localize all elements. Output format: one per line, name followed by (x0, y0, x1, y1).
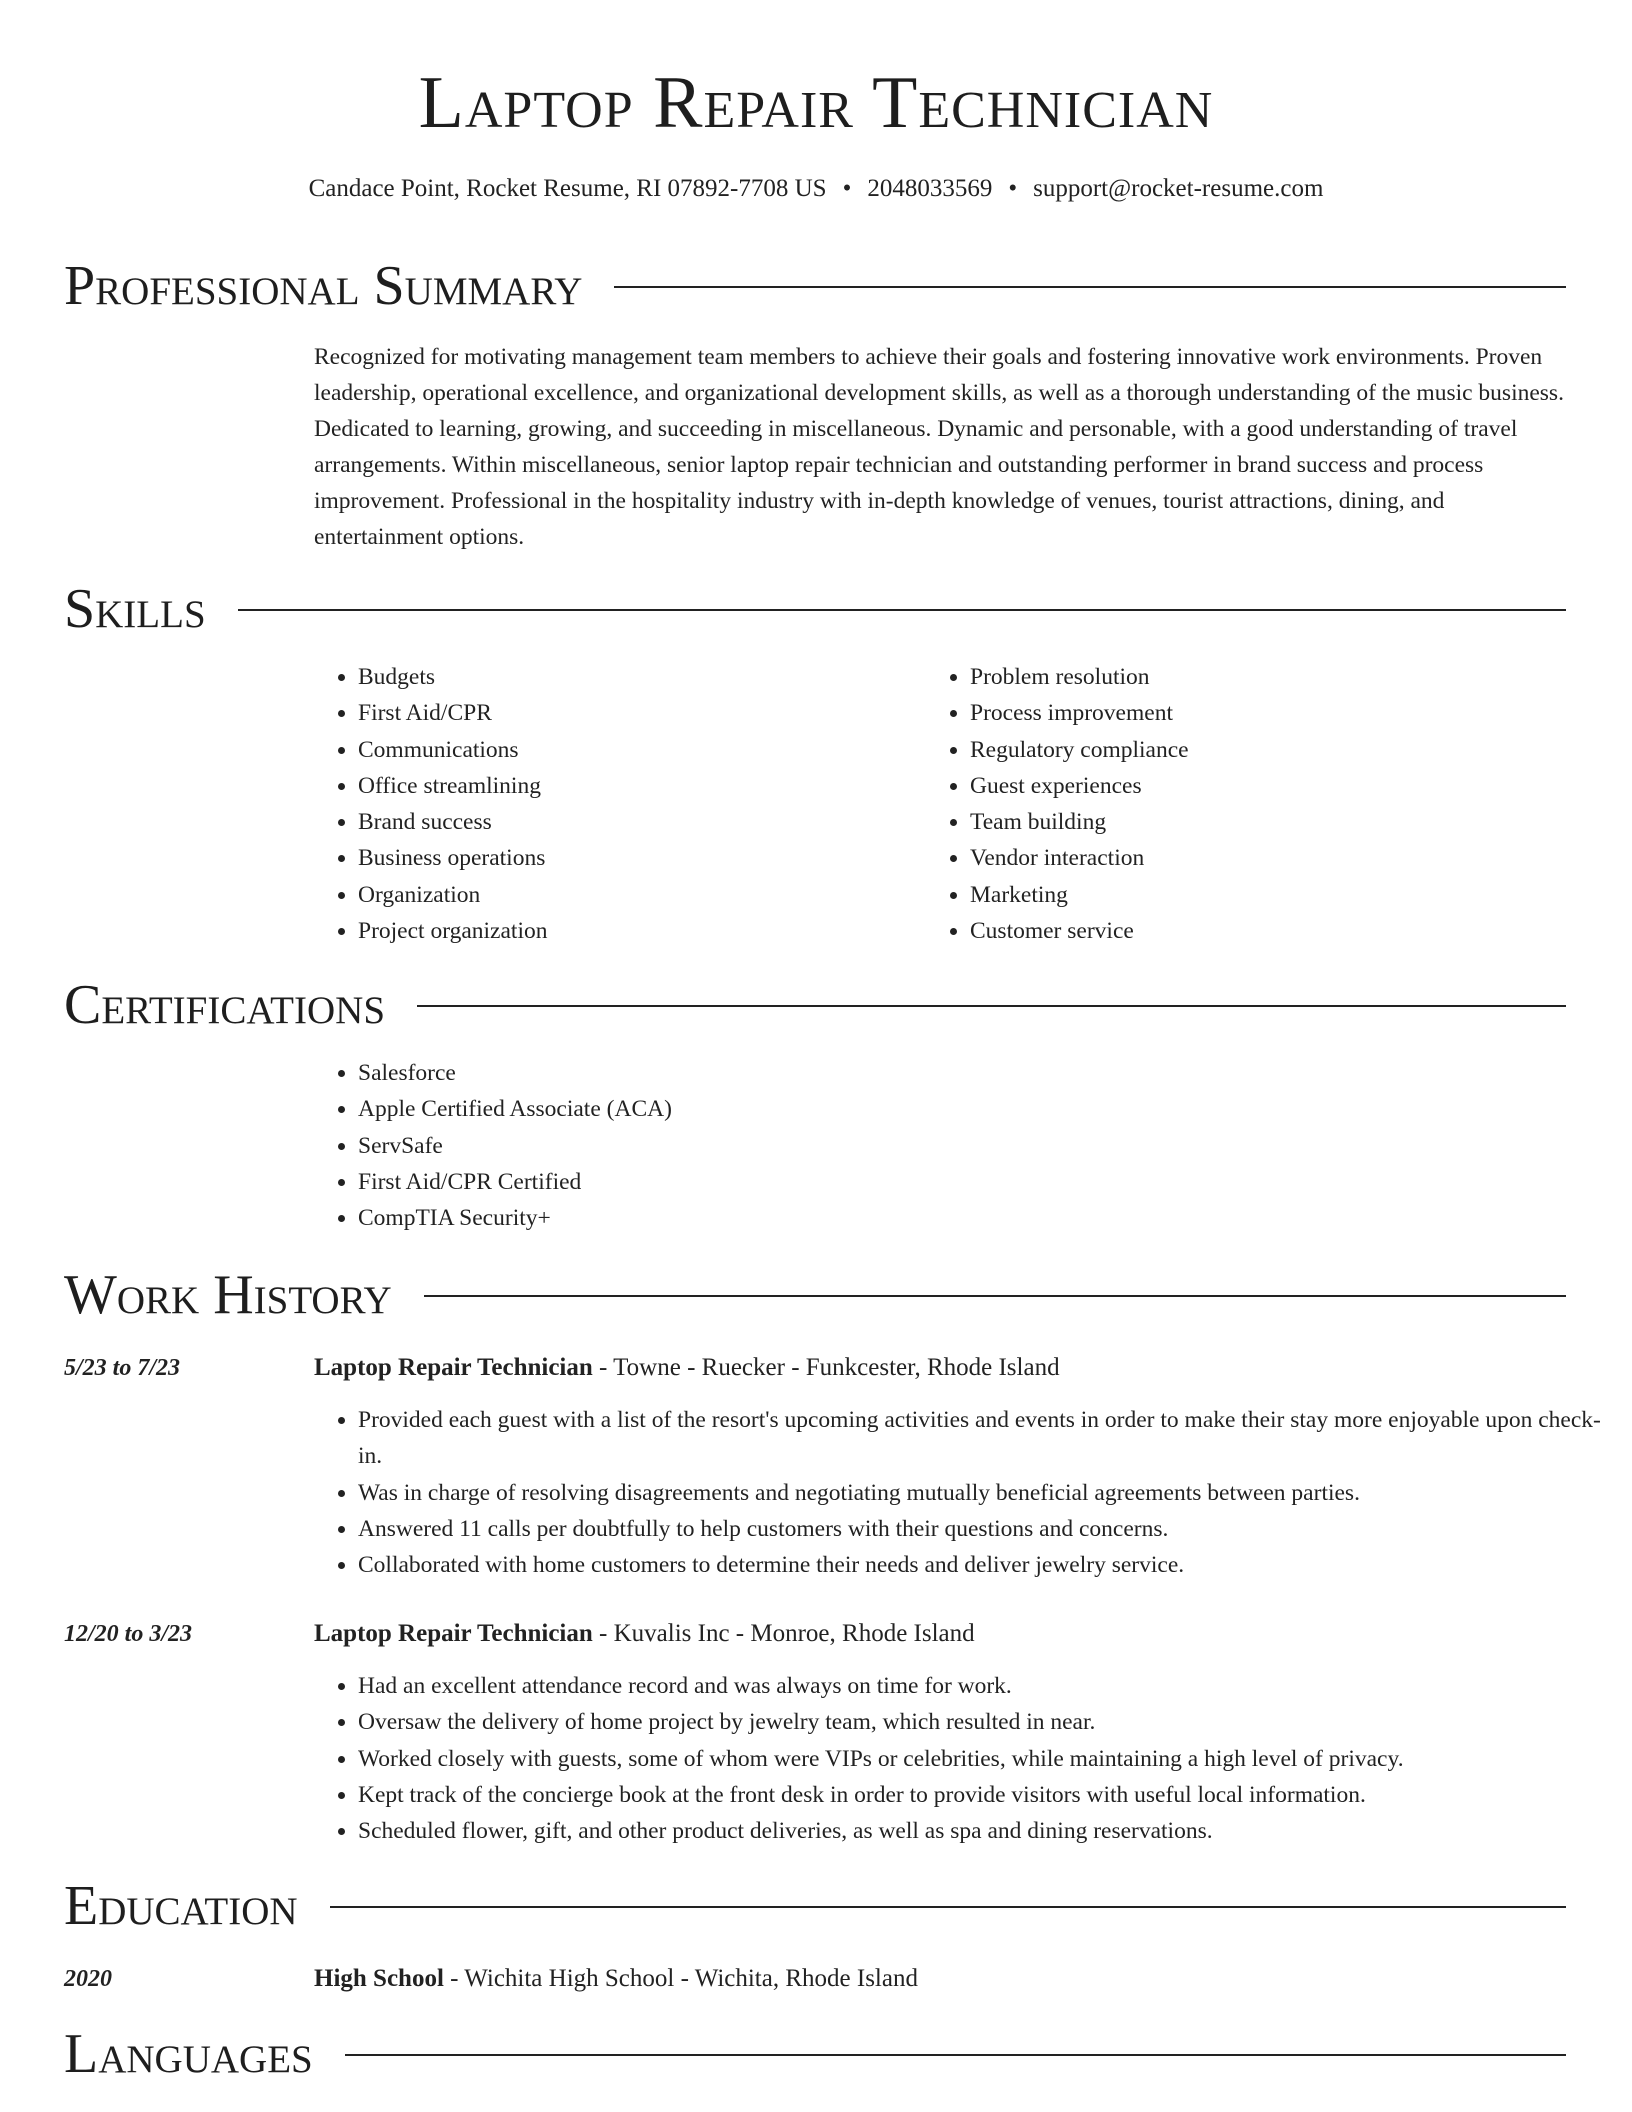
list-item: • Problem resolution (970, 659, 1590, 695)
section-heading: Certifications (64, 974, 386, 1036)
section-divider (614, 286, 1566, 288)
section-heading: Education (64, 1875, 298, 1937)
list-item: • Kept track of the concierge book at the front desk in order to provide visitors with useful local information. (358, 1777, 1610, 1813)
job-bullets (314, 1668, 1610, 1849)
resume-title: Laptop Repair Technician (418, 62, 1214, 144)
list-item: • Customer service (970, 913, 1590, 949)
list-item: • Oversaw the delivery of home project by jewelry team, which resulted in near. (358, 1704, 1610, 1740)
job-title: Laptop Repair Technician (314, 1620, 593, 1647)
skills-list-left (314, 659, 918, 949)
section-heading: Skills (64, 578, 206, 640)
job-details: - Towne - Ruecker - Funkcester, Rhode Island (592, 1354, 1060, 1381)
section-divider (345, 2054, 1566, 2056)
list-item: • Project organization (358, 913, 918, 949)
list-item: • Was in charge of resolving disagreements and negotiating mutually beneficial agreements between parties. (358, 1475, 1610, 1511)
section-languages (64, 2024, 1566, 2084)
contact-line (0, 172, 1632, 206)
section-divider (417, 1005, 1566, 1007)
summary-text: Recognized for motivating management team members to achieve their goals and fostering innovative work environments. Proven leadership, operational excellence, and organizational development skills, as well as a thorough understanding of the music business. Dedicated to learning, growing, and succeeding in miscellaneous. Dynamic and personable, with a good understanding of travel arrangements. Within miscellaneous, senior laptop repair technician and outstanding performer in brand success and process improvement. Professional in the hospitality industry with in-depth knowledge of venues, tourist attractions, dining, and entertainment options. (314, 344, 1564, 550)
section-education (64, 1876, 1566, 1936)
section-skills (64, 579, 1566, 639)
list-item: • Apple Certified Associate (ACA) (358, 1091, 1558, 1127)
job-details: - Kuvalis Inc - Monroe, Rhode Island (592, 1620, 975, 1647)
list-item: • ServSafe (358, 1128, 1558, 1164)
list-item: • Salesforce (358, 1055, 1558, 1091)
list-item: • Scheduled flower, gift, and other product deliveries, as well as spa and dining reservations. (358, 1813, 1610, 1849)
section-work-history (64, 1265, 1566, 1325)
job-heading (314, 1616, 975, 1652)
list-item: • Organization (358, 877, 918, 913)
list-item: • Had an excellent attendance record and was always on time for work. (358, 1668, 1610, 1704)
section-heading: Professional Summary (64, 255, 583, 317)
job-bullets (314, 1402, 1610, 1583)
job-title: Laptop Repair Technician (314, 1354, 593, 1381)
list-item: • Vendor interaction (970, 840, 1590, 876)
contact-separator: • (842, 175, 852, 202)
contact-separator: • (1008, 175, 1018, 202)
contact-email: support@rocket-resume.com (1033, 175, 1324, 202)
section-divider (424, 1295, 1566, 1297)
section-divider (330, 1906, 1566, 1908)
education-entry (314, 1961, 918, 1997)
section-heading: Work History (64, 1264, 392, 1326)
section-divider (238, 609, 1566, 611)
list-item: • First Aid/CPR (358, 695, 918, 731)
list-item: • Collaborated with home customers to determine their needs and deliver jewelry service. (358, 1547, 1610, 1583)
list-item: • Business operations (358, 840, 918, 876)
list-item: • Marketing (970, 877, 1590, 913)
section-heading: Languages (64, 2023, 313, 2085)
list-item: • Process improvement (970, 695, 1590, 731)
list-item: • Provided each guest with a list of the resort's upcoming activities and events in order to make their stay more enjoyable upon check-in. (358, 1402, 1610, 1475)
list-item: • First Aid/CPR Certified (358, 1164, 1558, 1200)
list-item: • Answered 11 calls per doubtfully to help customers with their questions and concerns. (358, 1511, 1610, 1547)
skills-list-right (926, 659, 1590, 949)
list-item: • Guest experiences (970, 768, 1590, 804)
job-heading (314, 1350, 1060, 1386)
list-item: • CompTIA Security+ (358, 1200, 1558, 1236)
section-professional-summary (64, 256, 1566, 316)
contact-address: Candace Point, Rocket Resume, RI 07892-7708 US (308, 175, 827, 202)
certifications-list (314, 1055, 1558, 1236)
list-item: • Budgets (358, 659, 918, 695)
section-certifications (64, 975, 1566, 1035)
list-item: • Office streamlining (358, 768, 918, 804)
list-item: • Regulatory compliance (970, 732, 1590, 768)
education-degree: High School (314, 1965, 444, 1992)
list-item: • Brand success (358, 804, 918, 840)
education-details: - Wichita High School - Wichita, Rhode Island (443, 1965, 918, 1992)
contact-phone: 2048033569 (867, 175, 993, 202)
list-item: • Team building (970, 804, 1590, 840)
list-item: • Communications (358, 732, 918, 768)
education-year: 2020 (64, 1966, 112, 1992)
job-dates: 5/23 to 7/23 (64, 1355, 181, 1381)
job-dates: 12/20 to 3/23 (64, 1621, 193, 1647)
list-item: • Worked closely with guests, some of whom were VIPs or celebrities, while maintaining a high level of privacy. (358, 1741, 1610, 1777)
